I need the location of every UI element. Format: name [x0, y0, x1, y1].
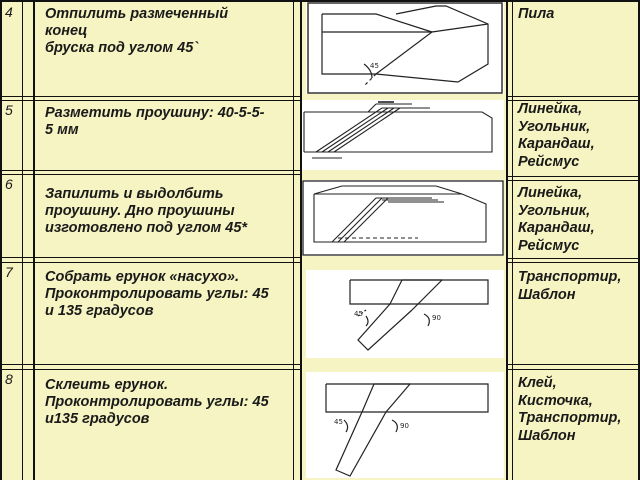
glued-joint-sketch: [306, 372, 504, 478]
row-divider: [0, 257, 300, 258]
bar-end-cut-sketch: [306, 2, 504, 94]
column-divider: [33, 0, 35, 480]
slot-cut-sketch: [302, 180, 504, 256]
angle-label: 90: [432, 314, 441, 322]
angle-label: 90: [400, 422, 409, 430]
row-divider: [508, 262, 638, 263]
row-divider: [508, 258, 638, 259]
row-number: 4: [5, 4, 13, 20]
operation-text: Собрать ерунок «насухо». Проконтролировать углы: 45 и 135 градусов: [45, 269, 269, 319]
table-border-left: [0, 0, 2, 480]
row-divider: [508, 369, 638, 370]
row-divider: [508, 180, 638, 181]
row-number: 5: [5, 102, 13, 118]
row-divider: [508, 96, 638, 97]
row-number: 6: [5, 176, 13, 192]
tools-text: Клей, Кисточка, Транспортир, Шаблон: [518, 375, 622, 444]
angle-label: 45: [370, 62, 379, 70]
tools-text: Пила: [518, 6, 555, 22]
dry-assembly-sketch: [306, 270, 504, 358]
row-divider: [0, 174, 300, 175]
angle-label: 45: [334, 418, 343, 426]
operation-text: Склеить ерунок. Проконтролировать углы: 45 и135 градусов: [45, 377, 269, 427]
operation-text: Разметить проушину: 40-5-5- 5 мм: [45, 105, 265, 138]
row-divider: [0, 100, 300, 101]
row-divider: [0, 262, 300, 263]
column-divider: [512, 0, 513, 480]
column-divider: [506, 0, 508, 480]
tools-text: Линейка, Угольник, Карандаш, Рейсмус: [518, 101, 595, 170]
operation-text: Запилить и выдолбить проушину. Дно проушины изготовлено под углом 45*: [45, 186, 248, 236]
angle-label: 45: [354, 310, 363, 318]
slot-marking-sketch: [302, 100, 504, 170]
row-divider: [0, 170, 300, 171]
row-number: 8: [5, 371, 13, 387]
row-divider: [0, 364, 300, 365]
tools-text: Транспортир, Шаблон: [518, 269, 622, 303]
tools-text: Линейка, Угольник, Карандаш, Рейсмус: [518, 185, 595, 254]
row-divider: [0, 96, 300, 97]
operation-text: Отпилить размеченный конец бруска под углом 45`: [45, 6, 229, 56]
row-divider: [508, 176, 638, 177]
row-divider: [508, 364, 638, 365]
row-number: 7: [5, 264, 13, 280]
column-divider: [22, 0, 23, 480]
row-divider: [0, 369, 300, 370]
